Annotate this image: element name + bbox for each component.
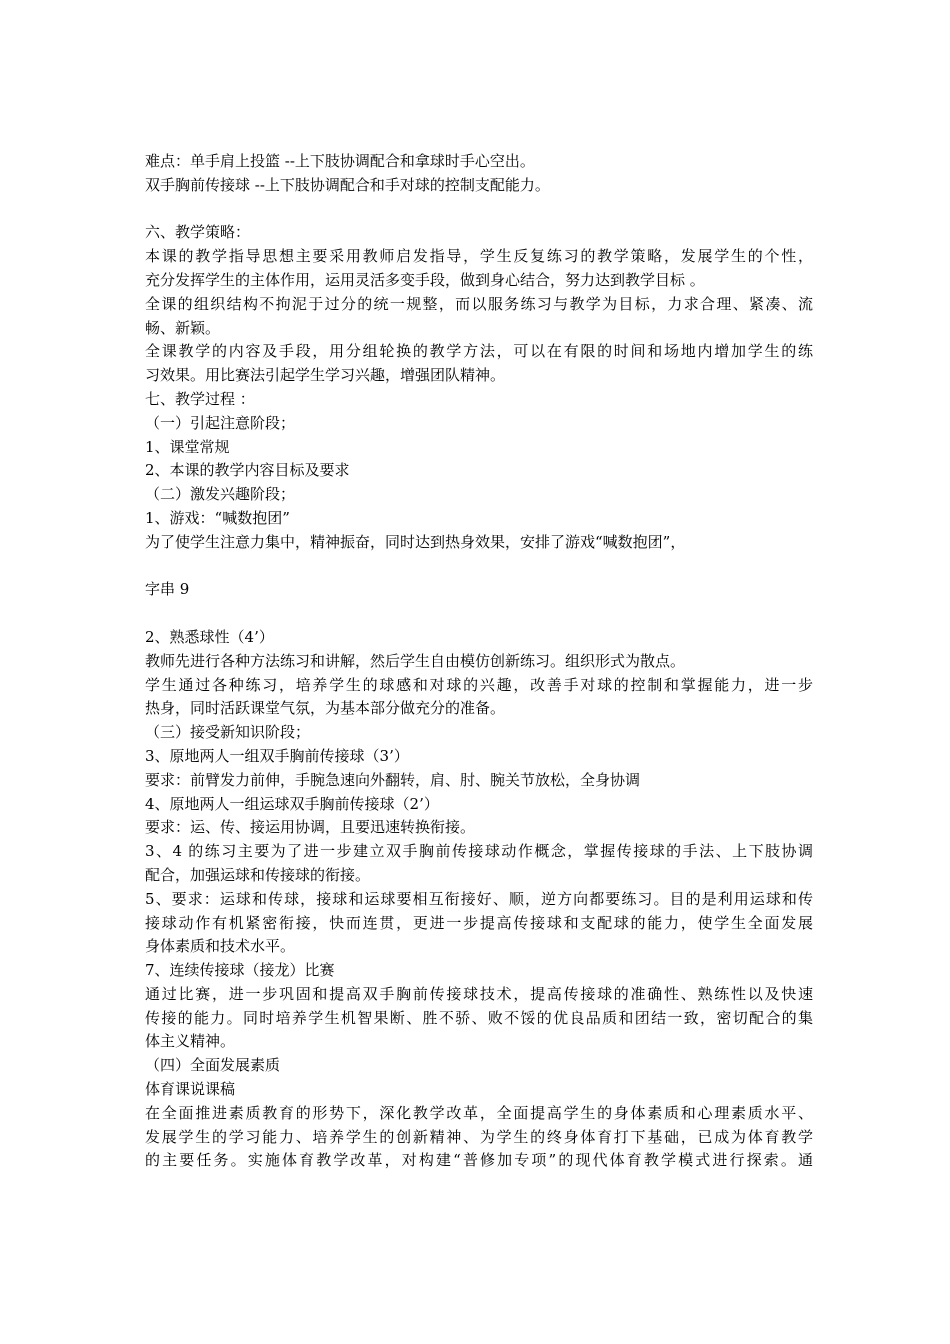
text-line: 2、本课的教学内容目标及要求: [145, 461, 350, 480]
text-line: 1、课堂常规: [145, 437, 230, 456]
text-line: 习效果。用比赛法引起学生学习兴趣，增强团队精神。: [145, 366, 506, 385]
text-line: 六、教学策略：: [145, 223, 251, 242]
text-line: 字串 9: [145, 580, 190, 599]
text-line: 5、要求：运球和传球，接球和运球要相互衔接好、顺，逆方向都要练习。目的是利用运球和传: [145, 889, 813, 908]
text-line: （三）接受新知识阶段；: [145, 723, 311, 742]
text-line: 通过比赛，进一步巩固和提高双手胸前传接球技术，提高传接球的准确性、熟练性以及快速: [145, 984, 813, 1003]
text-line: 在全面推进素质教育的形势下，深化教学改革，全面提高学生的身体素质和心理素质水平、: [145, 1103, 813, 1122]
blank-line: [145, 602, 813, 626]
text-line: 为了使学生注意力集中，精神振奋，同时达到热身效果，安排了游戏“喊数抱团”，: [145, 532, 686, 551]
text-line: 的主要任务。实施体育教学改革，对构建“普修加专项”的现代体育教学模式进行探索。通: [145, 1151, 813, 1170]
text-line: 本课的教学指导思想主要采用教师启发指导，学生反复练习的教学策略，发展学生的个性，: [145, 247, 813, 266]
text-line: 身体素质和技术水平。: [145, 937, 296, 956]
text-line: 畅、新颖。: [145, 318, 221, 337]
text-line: 传接的能力。同时培养学生机智果断、胜不骄、败不馁的优良品质和团结一致，密切配合的集: [145, 1008, 813, 1027]
text-line: 热身，同时活跃课堂气氛，为基本部分做充分的准备。: [145, 699, 506, 718]
text-line: 4、原地两人一组运球双手胸前传接球（2’）: [145, 794, 439, 813]
text-line: 1、游戏：“喊数抱团”: [145, 508, 290, 527]
text-line: 充分发挥学生的主体作用，运用灵活多变手段，做到身心结合，努力达到教学目标 。: [145, 270, 705, 289]
text-line: 体育课说课稿: [145, 1080, 236, 1099]
text-line: 要求：前臂发力前伸，手腕急速向外翻转，肩、肘、腕关节放松，全身协调: [145, 770, 641, 789]
text-line: 接球动作有机紧密衔接，快而连贯，更进一步提高传接球和支配球的能力，使学生全面发展: [145, 913, 813, 932]
text-line: 配合，加强运球和传接球的衔接。: [145, 865, 371, 884]
blank-line: [145, 198, 813, 222]
text-line: 要求：运、传、接运用协调，且要迅速转换衔接。: [145, 818, 476, 837]
text-line: （四）全面发展素质: [145, 1056, 281, 1075]
text-line: 学生通过各种练习，培养学生的球感和对球的兴趣，改善手对球的控制和掌握能力，进一步: [145, 675, 813, 694]
text-line: 7、连续传接球（接龙）比赛: [145, 961, 335, 980]
text-line: （一）引起注意阶段；: [145, 413, 296, 432]
document-page: [145, 150, 813, 1173]
text-line: 双手胸前传接球 --上下肢协调配合和手对球的控制支配能力。: [145, 175, 550, 194]
text-line: 2、熟悉球性（4’）: [145, 627, 274, 646]
text-line: 难点：单手肩上投篮 --上下肢协调配合和拿球时手心空出。: [145, 152, 535, 170]
text-line: 发展学生的学习能力、培养学生的创新精神、为学生的终身体育打下基础，已成为体育教学: [145, 1127, 813, 1146]
text-line: （二）激发兴趣阶段；: [145, 485, 296, 504]
text-line: 3、4 的练习主要为了进一步建立双手胸前传接球动作概念，掌握传接球的手法、上下肢协调: [145, 842, 813, 861]
text-line: 3、原地两人一组双手胸前传接球（3’）: [145, 746, 409, 765]
text-line: 全课教学的内容及手段，用分组轮换的教学方法，可以在有限的时间和场地内增加学生的练: [145, 342, 813, 361]
blank-line: [145, 555, 813, 579]
text-line: 七、教学过程 ：: [145, 389, 255, 408]
text-line: 体主义精神。: [145, 1032, 236, 1051]
text-line: 教师先进行各种方法练习和讲解，然后学生自由模仿创新练习。组织形式为散点。: [145, 651, 686, 670]
text-line: 全课的组织结构不拘泥于过分的统一规整，而以服务练习与教学为目标，力求合理、紧凑、流: [145, 294, 813, 313]
